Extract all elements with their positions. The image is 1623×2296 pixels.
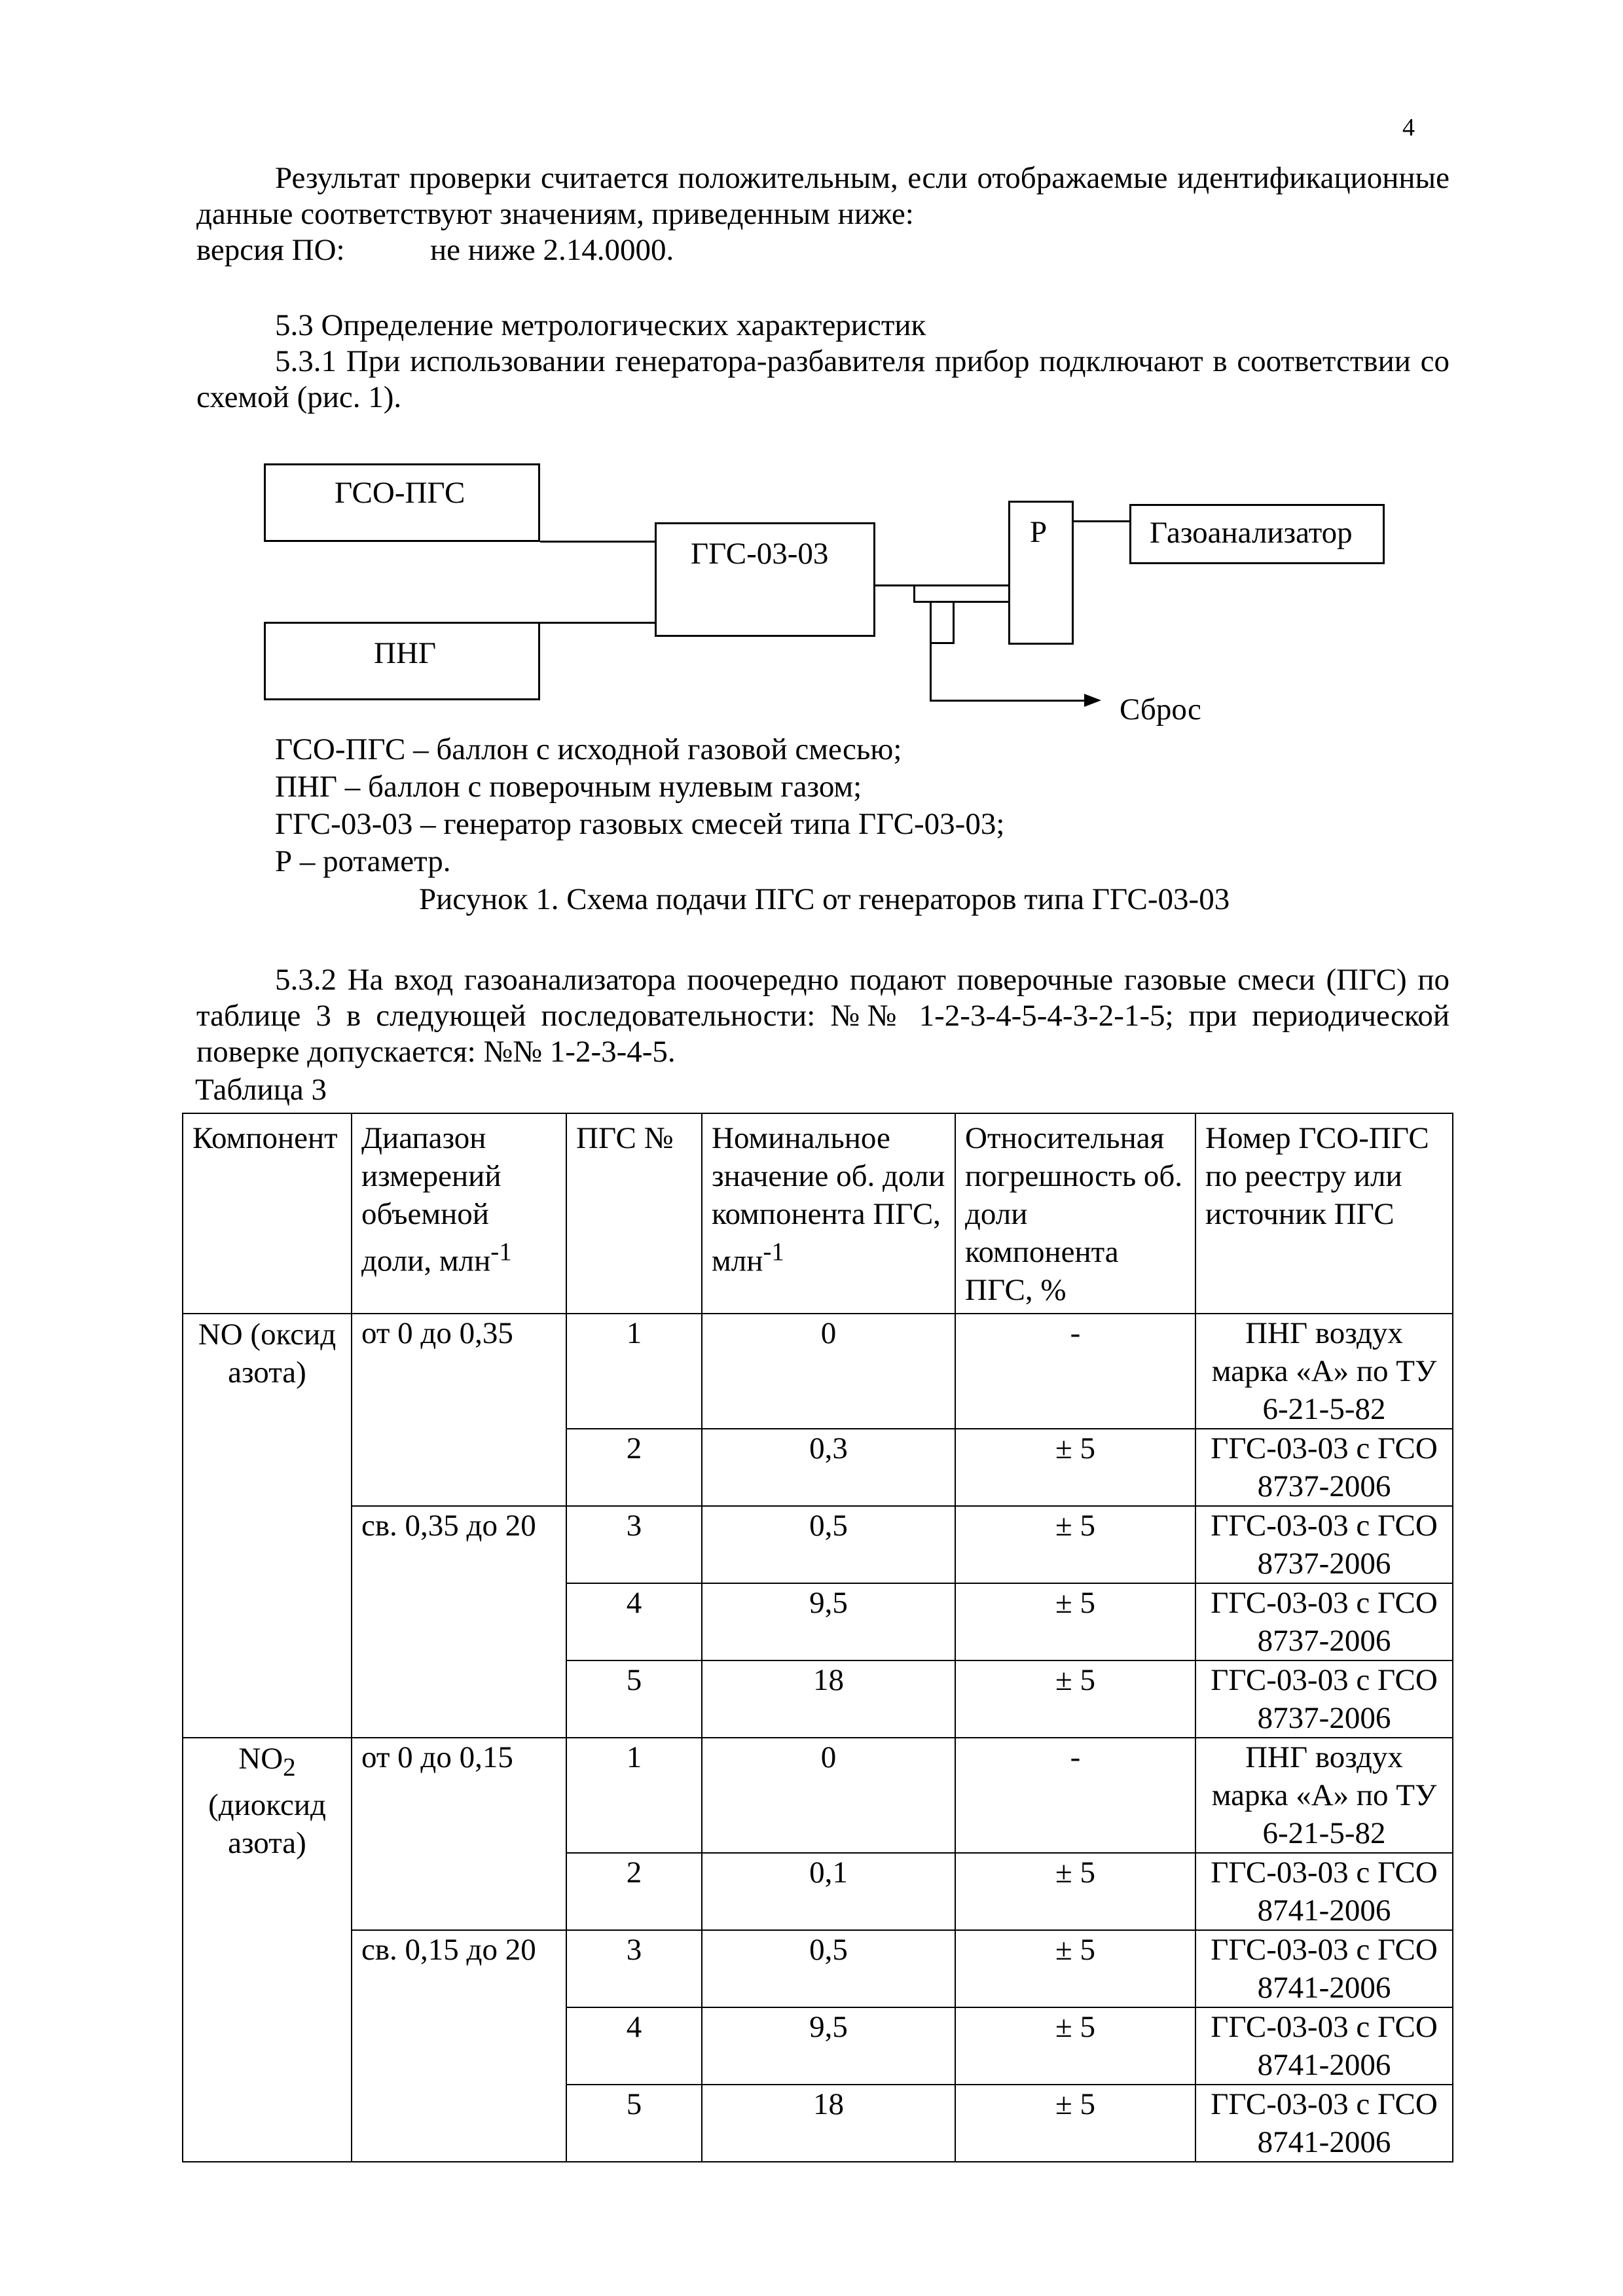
line-tee-mid xyxy=(913,601,1008,603)
table-3 xyxy=(182,1113,1453,2162)
error-cell: ± 5 xyxy=(955,2007,1195,2085)
line-ggs-out xyxy=(875,584,1008,586)
line-exhaust-vertical xyxy=(930,642,932,701)
pgs-no-cell: 4 xyxy=(566,1583,702,1660)
box-gas-analyzer-label: Газоанализатор xyxy=(1150,516,1353,550)
line-tee-down-left xyxy=(930,601,932,643)
box-ggs xyxy=(655,522,875,637)
section-heading: 5.3 Определение метрологических характеристик xyxy=(275,308,926,342)
box-gso-pgs xyxy=(264,463,540,542)
box-gso-pgs-label: ГСО-ПГС xyxy=(335,476,465,510)
pgs-no-cell: 1 xyxy=(566,1314,702,1429)
pgs-no-cell: 1 xyxy=(566,1738,702,1853)
source-cell: ГГС-03-03 с ГСО 8737-2006 xyxy=(1195,1506,1453,1583)
error-cell: - xyxy=(955,1738,1195,1853)
table-row xyxy=(183,1738,1453,1853)
legend-item: ПНГ – баллон с поверочным нулевым газом; xyxy=(275,770,862,804)
error-cell: ± 5 xyxy=(955,1853,1195,1930)
box-rotameter-label: Р xyxy=(1030,515,1048,549)
nominal-cell: 0,1 xyxy=(702,1853,955,1930)
line-gso-to-ggs xyxy=(540,541,655,543)
pgs-no-cell: 3 xyxy=(566,1930,702,2007)
header-nominal xyxy=(702,1113,955,1314)
line-png-to-ggs xyxy=(540,622,655,624)
range-cell: св. 0,35 до 20 xyxy=(352,1506,566,1738)
range-cell: от 0 до 0,15 xyxy=(352,1738,566,1930)
source-cell: ГГС-03-03 с ГСО 8741-2006 xyxy=(1195,1853,1453,1930)
nominal-cell: 9,5 xyxy=(702,1583,955,1660)
nominal-cell: 18 xyxy=(702,2085,955,2162)
header-range-sup: -1 xyxy=(490,1238,512,1266)
nominal-cell: 0,5 xyxy=(702,1506,955,1583)
error-cell: ± 5 xyxy=(955,1583,1195,1660)
table-row xyxy=(183,1930,1453,2007)
nominal-cell: 0 xyxy=(702,1314,955,1429)
nominal-cell: 0 xyxy=(702,1738,955,1853)
source-cell: ГГС-03-03 с ГСО 8741-2006 xyxy=(1195,2085,1453,2162)
header-pgs-no: ПГС № xyxy=(566,1113,702,1314)
component-name: (диоксид азота) xyxy=(208,1788,326,1861)
header-nominal-text: Номинальное значение об. доли компонента ПГС, млн xyxy=(712,1121,945,1278)
error-cell: ± 5 xyxy=(955,2085,1195,2162)
figure-caption: Рисунок 1. Схема подачи ПГС от генераторов типа ГГС-03-03 xyxy=(419,882,1230,916)
box-png xyxy=(264,622,540,700)
header-source: Номер ГСО-ПГС по реестру или источник ПГС xyxy=(1195,1113,1453,1314)
source-cell: ПНГ воздух марка «А» по ТУ 6-21-5-82 xyxy=(1195,1738,1453,1853)
box-gas-analyzer xyxy=(1129,504,1385,564)
table-caption: Таблица 3 xyxy=(195,1073,327,1107)
nominal-cell: 9,5 xyxy=(702,2007,955,2085)
error-cell: ± 5 xyxy=(955,1429,1195,1506)
header-nominal-sup: -1 xyxy=(763,1238,784,1266)
source-cell: ГГС-03-03 с ГСО 8741-2006 xyxy=(1195,2007,1453,2085)
pgs-no-cell: 5 xyxy=(566,1660,702,1738)
error-cell: ± 5 xyxy=(955,1930,1195,2007)
nominal-cell: 18 xyxy=(702,1660,955,1738)
line-tee-bottom xyxy=(930,642,955,644)
paragraph-5-3-1: 5.3.1 При использовании генератора-разбавителя прибор подключают в соответствии со схемой (рис. 1). xyxy=(196,344,1450,414)
legend-item: Р – ротаметр. xyxy=(275,844,451,878)
range-cell: св. 0,15 до 20 xyxy=(352,1930,566,2162)
version-label: версия ПО: xyxy=(196,233,345,267)
header-component: Компонент xyxy=(183,1113,352,1314)
source-cell: ГГС-03-03 с ГСО 8741-2006 xyxy=(1195,1930,1453,2007)
pgs-no-cell: 4 xyxy=(566,2007,702,2085)
box-rotameter xyxy=(1008,501,1074,645)
line-tee-top xyxy=(913,584,915,603)
source-cell: ГГС-03-03 с ГСО 8737-2006 xyxy=(1195,1583,1453,1660)
source-cell: ГГС-03-03 с ГСО 8737-2006 xyxy=(1195,1660,1453,1738)
box-ggs-label: ГГС-03-03 xyxy=(691,537,829,571)
component-formula: NO xyxy=(238,1742,283,1776)
source-cell: ГГС-03-03 с ГСО 8737-2006 xyxy=(1195,1429,1453,1506)
component-cell: NO (оксид азота) xyxy=(183,1314,352,1738)
range-cell: от 0 до 0,35 xyxy=(352,1314,566,1506)
nominal-cell: 0,3 xyxy=(702,1429,955,1506)
nominal-cell: 0,5 xyxy=(702,1930,955,2007)
exhaust-arrow-icon xyxy=(1084,694,1101,707)
source-cell: ПНГ воздух марка «А» по ТУ 6-21-5-82 xyxy=(1195,1314,1453,1429)
line-r-to-analyzer xyxy=(1074,520,1129,522)
pgs-no-cell: 5 xyxy=(566,2085,702,2162)
error-cell: ± 5 xyxy=(955,1506,1195,1583)
header-error: Относительная погрешность об. доли компонента ПГС, % xyxy=(955,1113,1195,1314)
version-value: не ниже 2.14.0000. xyxy=(430,233,674,267)
table-row xyxy=(183,1314,1453,1429)
header-range xyxy=(352,1113,566,1314)
error-cell: ± 5 xyxy=(955,1660,1195,1738)
box-png-label: ПНГ xyxy=(374,636,437,670)
legend-item: ГСО-ПГС – баллон с исходной газовой смесью; xyxy=(275,732,902,766)
error-cell: - xyxy=(955,1314,1195,1429)
table-row xyxy=(183,1506,1453,1583)
pgs-no-cell: 2 xyxy=(566,1429,702,1506)
component-cell xyxy=(183,1738,352,2162)
page-number: 4 xyxy=(1402,114,1415,141)
intro-paragraph: Результат проверки считается положительным, если отображаемые идентификационные данные соответствуют значениям, приведенным ниже: xyxy=(196,161,1450,231)
exhaust-label: Сброс xyxy=(1120,692,1201,726)
line-tee-down-right xyxy=(953,601,955,643)
component-formula-sub: 2 xyxy=(283,1753,296,1782)
paragraph-5-3-2: 5.3.2 На вход газоанализатора поочередно подают поверочные газовые смеси (ПГС) по таблице 3 в следующей последовательности: №№ 1-2-3-4-5-4-3-2-1-5; при периодической поверке допускается: №№ 1-2-3-4-5. xyxy=(196,963,1450,1069)
header-range-text: Диапазон измерений объемной доли, млн xyxy=(361,1121,501,1278)
pgs-no-cell: 2 xyxy=(566,1853,702,1930)
line-exhaust-horizontal xyxy=(930,700,1085,702)
pgs-no-cell: 3 xyxy=(566,1506,702,1583)
legend-item: ГГС-03-03 – генератор газовых смесей типа ГГС-03-03; xyxy=(275,807,1005,841)
table-header-row xyxy=(183,1113,1453,1314)
